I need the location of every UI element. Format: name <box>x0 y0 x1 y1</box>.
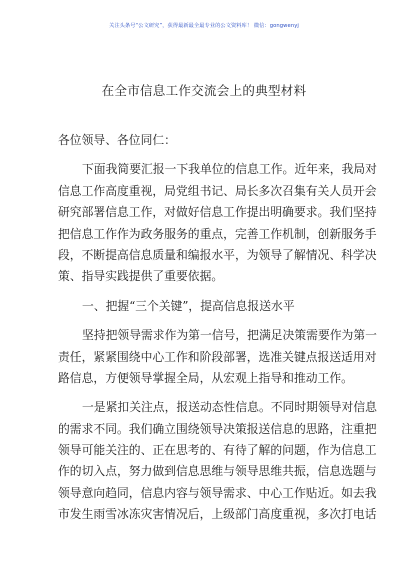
paragraph-line: 段，不断提高信息质量和编报水平，为领导了解情况、科学决 <box>58 247 377 262</box>
paragraph-line: 策、指导实践提供了重要依据。 <box>58 269 224 284</box>
paragraph-line: 一是紧扣关注点，报送动态性信息。不同时期领导对信息 <box>82 400 377 415</box>
paragraph <box>58 159 377 287</box>
section-heading <box>58 296 358 317</box>
paragraph-line: 研究部署信息工作，对做好信息工作提出明确要求。我们坚持 <box>58 205 377 220</box>
paragraph <box>58 325 377 389</box>
paragraph-line: 下面我简要汇报一下我单位的信息工作。近年来，我局对 <box>82 162 377 177</box>
paragraph-line: 领导意向趋同，信息内容与领导需求、中心工作贴近。如去我 <box>58 485 377 500</box>
paragraph-line: 把信息工作作为政务服务的重点，完善工作机制，创新服务手 <box>58 226 377 241</box>
paragraph <box>58 397 377 525</box>
paragraph-line: 责任，紧紧围绕中心工作和阶段部署，选准关键点报送适用对 <box>58 349 377 364</box>
section-heading-text: 一、把握“三个关键”，提高信息报送水平 <box>82 298 295 313</box>
paragraph-line: 坚持把领导需求作为第一信号，把满足决策需要作为第一 <box>82 328 377 343</box>
paragraph-line: 市发生雨雪冰冻灾害情况后，上级部门高度重视，多次打电话 <box>58 507 377 522</box>
header-banner: 关注头条号“公文研究”，获得最新最全最专业的公文资料库！ 微信：gongwenyj <box>109 23 299 29</box>
paragraph-line: 领导可能关注的、正在思考的、有待了解的问题，作为信息工 <box>58 443 377 458</box>
document-title: 在全市信息工作交流会上的典型材料 <box>101 83 307 98</box>
salutation: 各位领导、各位同仁： <box>58 133 176 147</box>
paragraph-line: 的需求不同。我们确立围绕领导决策报送信息的思路，注重把 <box>58 421 377 436</box>
paragraph-line: 信息工作高度重视，局党组书记、局长多次召集有关人员开会 <box>58 183 377 198</box>
paragraph-line: 路信息，方便领导掌握全局，从宏观上指导和推动工作。 <box>58 370 353 385</box>
document-body <box>58 130 377 526</box>
paragraph-line: 作的切入点，努力做到信息思维与领导思维共振，信息选题与 <box>58 464 377 479</box>
